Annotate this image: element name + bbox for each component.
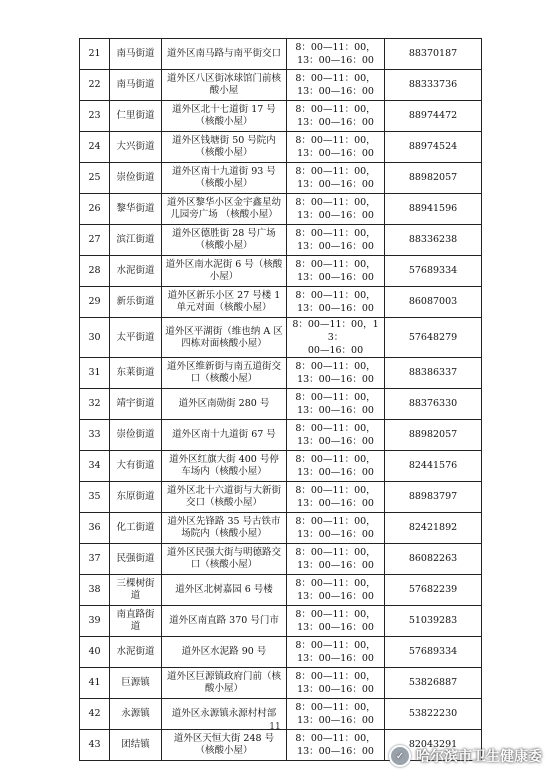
hours-line: 13：00—16：00 — [297, 148, 374, 159]
address-cell: 道外区德胜街 28 号广场（核酸小屋） — [162, 225, 287, 256]
table-row — [80, 575, 482, 606]
hours-line: 8：00—11：00， — [295, 361, 376, 372]
phone-cell: 88376330 — [385, 389, 482, 420]
phone-cell: 88982057 — [385, 163, 482, 194]
hours-cell — [287, 101, 385, 132]
phone-cell: 88386337 — [385, 358, 482, 389]
street-cell: 南直路街道 — [110, 606, 162, 637]
watermark — [389, 745, 542, 767]
hours-cell — [287, 637, 385, 668]
watermark-text: 哈尔滨市卫生健康委 — [416, 749, 542, 765]
row-number-cell: 29 — [80, 287, 110, 318]
row-number-cell: 42 — [80, 699, 110, 730]
street-cell: 崇俭街道 — [110, 163, 162, 194]
wechat-official-account-icon: ✓ — [389, 745, 411, 767]
hours-line: 8：00—11：00， — [295, 547, 376, 558]
row-number-cell: 43 — [80, 730, 110, 761]
street-cell: 滨江街道 — [110, 225, 162, 256]
phone-cell: 86087003 — [385, 287, 482, 318]
row-number-cell: 25 — [80, 163, 110, 194]
table-row — [80, 513, 482, 544]
hours-cell — [287, 287, 385, 318]
address-cell: 道外区新乐小区 27 号楼 1 单元对面（核酸小屋） — [162, 287, 287, 318]
hours-line: 13：00—16：00 — [297, 179, 374, 190]
address-cell: 道外区南马路与南平街交口 — [162, 39, 287, 70]
address-cell: 道外区黎华小区金宇鑫星幼儿园旁广场 （核酸小屋） — [162, 194, 287, 225]
row-number-cell: 23 — [80, 101, 110, 132]
row-number-cell: 26 — [80, 194, 110, 225]
table-row — [80, 132, 482, 163]
table-row — [80, 420, 482, 451]
hours-line: 13：00—16：00 — [297, 684, 374, 695]
table-row — [80, 163, 482, 194]
row-number-cell: 38 — [80, 575, 110, 606]
table-row — [80, 544, 482, 575]
hours-line: 8：00—11：00， — [295, 733, 376, 744]
street-cell: 水泥街道 — [110, 256, 162, 287]
street-cell: 南马街道 — [110, 39, 162, 70]
street-cell: 大有街道 — [110, 451, 162, 482]
hours-cell — [287, 358, 385, 389]
address-cell: 道外区北十六道街与大新街交口（核酸小屋） — [162, 482, 287, 513]
address-cell: 道外区八区街冰球馆门前核酸小屋 — [162, 70, 287, 101]
hours-line: 13：00—16：00 — [297, 303, 374, 314]
hours-cell — [287, 451, 385, 482]
street-cell: 团结镇 — [110, 730, 162, 761]
row-number-cell: 22 — [80, 70, 110, 101]
table-row — [80, 39, 482, 70]
phone-cell: 82043291 — [385, 730, 482, 761]
hours-line: 8：00—11：00， — [295, 516, 376, 527]
phone-cell: 88983797 — [385, 482, 482, 513]
street-cell: 东原街道 — [110, 482, 162, 513]
hours-line: 8：00—11：00， — [295, 42, 376, 53]
table-row — [80, 606, 482, 637]
testing-sites-table — [79, 38, 482, 761]
hours-cell — [287, 606, 385, 637]
hours-line: 8：00—11：00， — [295, 259, 376, 270]
street-cell: 东莱街道 — [110, 358, 162, 389]
table-row — [80, 101, 482, 132]
row-number-cell: 41 — [80, 668, 110, 699]
phone-cell: 57682239 — [385, 575, 482, 606]
row-number-cell: 35 — [80, 482, 110, 513]
street-cell: 靖宇街道 — [110, 389, 162, 420]
hours-cell — [287, 163, 385, 194]
hours-line: 13：00—16：00 — [297, 210, 374, 221]
hours-line: 13：00—16：00 — [297, 241, 374, 252]
street-cell: 大兴街道 — [110, 132, 162, 163]
table-row — [80, 256, 482, 287]
hours-line: 8：00—11：00， — [295, 104, 376, 115]
table-row — [80, 451, 482, 482]
hours-cell — [287, 420, 385, 451]
phone-cell: 82421892 — [385, 513, 482, 544]
phone-cell: 82441576 — [385, 451, 482, 482]
address-cell: 道外区南水泥街 6 号（核酸小屋） — [162, 256, 287, 287]
hours-line: 8：00—11：00， — [295, 454, 376, 465]
street-cell: 巨源镇 — [110, 668, 162, 699]
hours-line: 13：00—16：00 — [297, 86, 374, 97]
phone-cell: 57689334 — [385, 637, 482, 668]
row-number-cell: 27 — [80, 225, 110, 256]
hours-line: 13：00—16：00 — [297, 591, 374, 602]
hours-cell — [287, 70, 385, 101]
phone-cell: 88974472 — [385, 101, 482, 132]
hours-line: 8：00—11：00， — [295, 640, 376, 651]
hours-line: 8：00—11：00， — [295, 135, 376, 146]
phone-cell: 88974524 — [385, 132, 482, 163]
hours-line: 13：00—16：00 — [297, 272, 374, 283]
street-cell: 太平街道 — [110, 318, 162, 358]
row-number-cell: 32 — [80, 389, 110, 420]
phone-cell: 57648279 — [385, 318, 482, 358]
address-cell: 道外区水泥路 90 号 — [162, 637, 287, 668]
street-cell: 南马街道 — [110, 70, 162, 101]
table-row — [80, 225, 482, 256]
address-cell: 道外区民强大街与明德路交口（核酸小屋） — [162, 544, 287, 575]
address-cell: 道外区北十七道街 17 号（核酸小屋） — [162, 101, 287, 132]
address-cell: 道外区南直路 370 号门市 — [162, 606, 287, 637]
hours-line: 13：00—16：00 — [297, 498, 374, 509]
hours-cell — [287, 256, 385, 287]
hours-line: 8：00—11：00， — [295, 166, 376, 177]
hours-cell — [287, 132, 385, 163]
phone-cell: 88941596 — [385, 194, 482, 225]
hours-line: 13：00—16：00 — [297, 436, 374, 447]
street-cell: 民强街道 — [110, 544, 162, 575]
hours-cell — [287, 389, 385, 420]
row-number-cell: 34 — [80, 451, 110, 482]
row-number-cell: 31 — [80, 358, 110, 389]
hours-cell — [287, 194, 385, 225]
hours-line: 8：00—11：00，13： — [292, 319, 379, 343]
hours-line: 13：00—16：00 — [297, 467, 374, 478]
address-cell: 道外区巨源镇政府门前（核酸小屋） — [162, 668, 287, 699]
hours-line: 13：00—16：00 — [297, 653, 374, 664]
hours-line: 8：00—11：00， — [295, 485, 376, 496]
address-cell: 道外区天恒大街 248 号（核酸小屋） — [162, 730, 287, 761]
phone-cell: 86082263 — [385, 544, 482, 575]
hours-cell — [287, 668, 385, 699]
hours-line: 8：00—11：00， — [295, 702, 376, 713]
row-number-cell: 40 — [80, 637, 110, 668]
hours-cell — [287, 39, 385, 70]
hours-line: 13：00—16：00 — [297, 374, 374, 385]
hours-line: 8：00—11：00， — [295, 578, 376, 589]
phone-cell: 88982057 — [385, 420, 482, 451]
table-row — [80, 194, 482, 225]
hours-line: 8：00—11：00， — [295, 609, 376, 620]
hours-line: 8：00—11：00， — [295, 290, 376, 301]
hours-line: 8：00—11：00， — [295, 671, 376, 682]
street-cell: 崇俭街道 — [110, 420, 162, 451]
table-row — [80, 389, 482, 420]
hours-line: 8：00—11：00， — [295, 73, 376, 84]
row-number-cell: 21 — [80, 39, 110, 70]
street-cell: 化工街道 — [110, 513, 162, 544]
row-number-cell: 30 — [80, 318, 110, 358]
phone-cell: 57689334 — [385, 256, 482, 287]
hours-line: 13：00—16：00 — [297, 746, 374, 757]
table-row — [80, 358, 482, 389]
phone-cell: 53826887 — [385, 668, 482, 699]
row-number-cell: 39 — [80, 606, 110, 637]
street-cell: 新乐街道 — [110, 287, 162, 318]
table-row — [80, 668, 482, 699]
address-cell: 道外区南十九道街 93 号（核酸小屋） — [162, 163, 287, 194]
hours-cell — [287, 730, 385, 761]
hours-line: 13：00—16：00 — [297, 622, 374, 633]
table-body — [80, 39, 482, 761]
address-cell: 道外区南勋街 280 号 — [162, 389, 287, 420]
phone-cell: 88333736 — [385, 70, 482, 101]
hours-cell — [287, 482, 385, 513]
phone-cell: 53822230 — [385, 699, 482, 730]
hours-cell — [287, 513, 385, 544]
address-cell: 道外区南十九道街 67 号 — [162, 420, 287, 451]
hours-cell — [287, 225, 385, 256]
page-number: 11 — [269, 722, 281, 732]
table-row — [80, 637, 482, 668]
hours-line: 13：00—16：00 — [297, 55, 374, 66]
table-row — [80, 287, 482, 318]
street-cell: 三棵树街道 — [110, 575, 162, 606]
address-cell: 道外区先锋路 35 号古铁市场院内（核酸小屋） — [162, 513, 287, 544]
hours-line: 13：00—16：00 — [297, 715, 374, 726]
row-number-cell: 33 — [80, 420, 110, 451]
address-cell: 道外区维新街与南五道街交口（核酸小屋） — [162, 358, 287, 389]
hours-line: 8：00—11：00， — [295, 197, 376, 208]
hours-line: 13：00—16：00 — [297, 529, 374, 540]
hours-line: 8：00—11：00， — [295, 423, 376, 434]
hours-cell — [287, 544, 385, 575]
hours-line: 13：00—16：00 — [297, 117, 374, 128]
phone-cell: 88336238 — [385, 225, 482, 256]
hours-line: 13：00—16：00 — [297, 560, 374, 571]
hours-line: 8：00—11：00， — [295, 392, 376, 403]
hours-line: 00—16：00 — [307, 345, 364, 356]
row-number-cell: 28 — [80, 256, 110, 287]
row-number-cell: 37 — [80, 544, 110, 575]
hours-cell — [287, 318, 385, 358]
phone-cell: 88370187 — [385, 39, 482, 70]
table-row — [80, 70, 482, 101]
hours-line: 13：00—16：00 — [297, 405, 374, 416]
address-cell: 道外区钱塘街 50 号院内（核酸小屋） — [162, 132, 287, 163]
table-row — [80, 482, 482, 513]
street-cell: 黎华街道 — [110, 194, 162, 225]
phone-cell: 51039283 — [385, 606, 482, 637]
street-cell: 仁里街道 — [110, 101, 162, 132]
address-cell: 道外区平湖街（维也纳 A 区四栋对面核酸小屋） — [162, 318, 287, 358]
row-number-cell: 24 — [80, 132, 110, 163]
row-number-cell: 36 — [80, 513, 110, 544]
street-cell: 永源镇 — [110, 699, 162, 730]
address-cell: 道外区红旗大街 400 号停车场内（核酸小屋） — [162, 451, 287, 482]
address-cell: 道外区永源镇永源村村部 — [162, 699, 287, 730]
hours-line: 8：00—11：00， — [295, 228, 376, 239]
address-cell: 道外区北树嘉园 6 号楼 — [162, 575, 287, 606]
street-cell: 水泥街道 — [110, 637, 162, 668]
hours-cell — [287, 575, 385, 606]
table-row — [80, 318, 482, 358]
